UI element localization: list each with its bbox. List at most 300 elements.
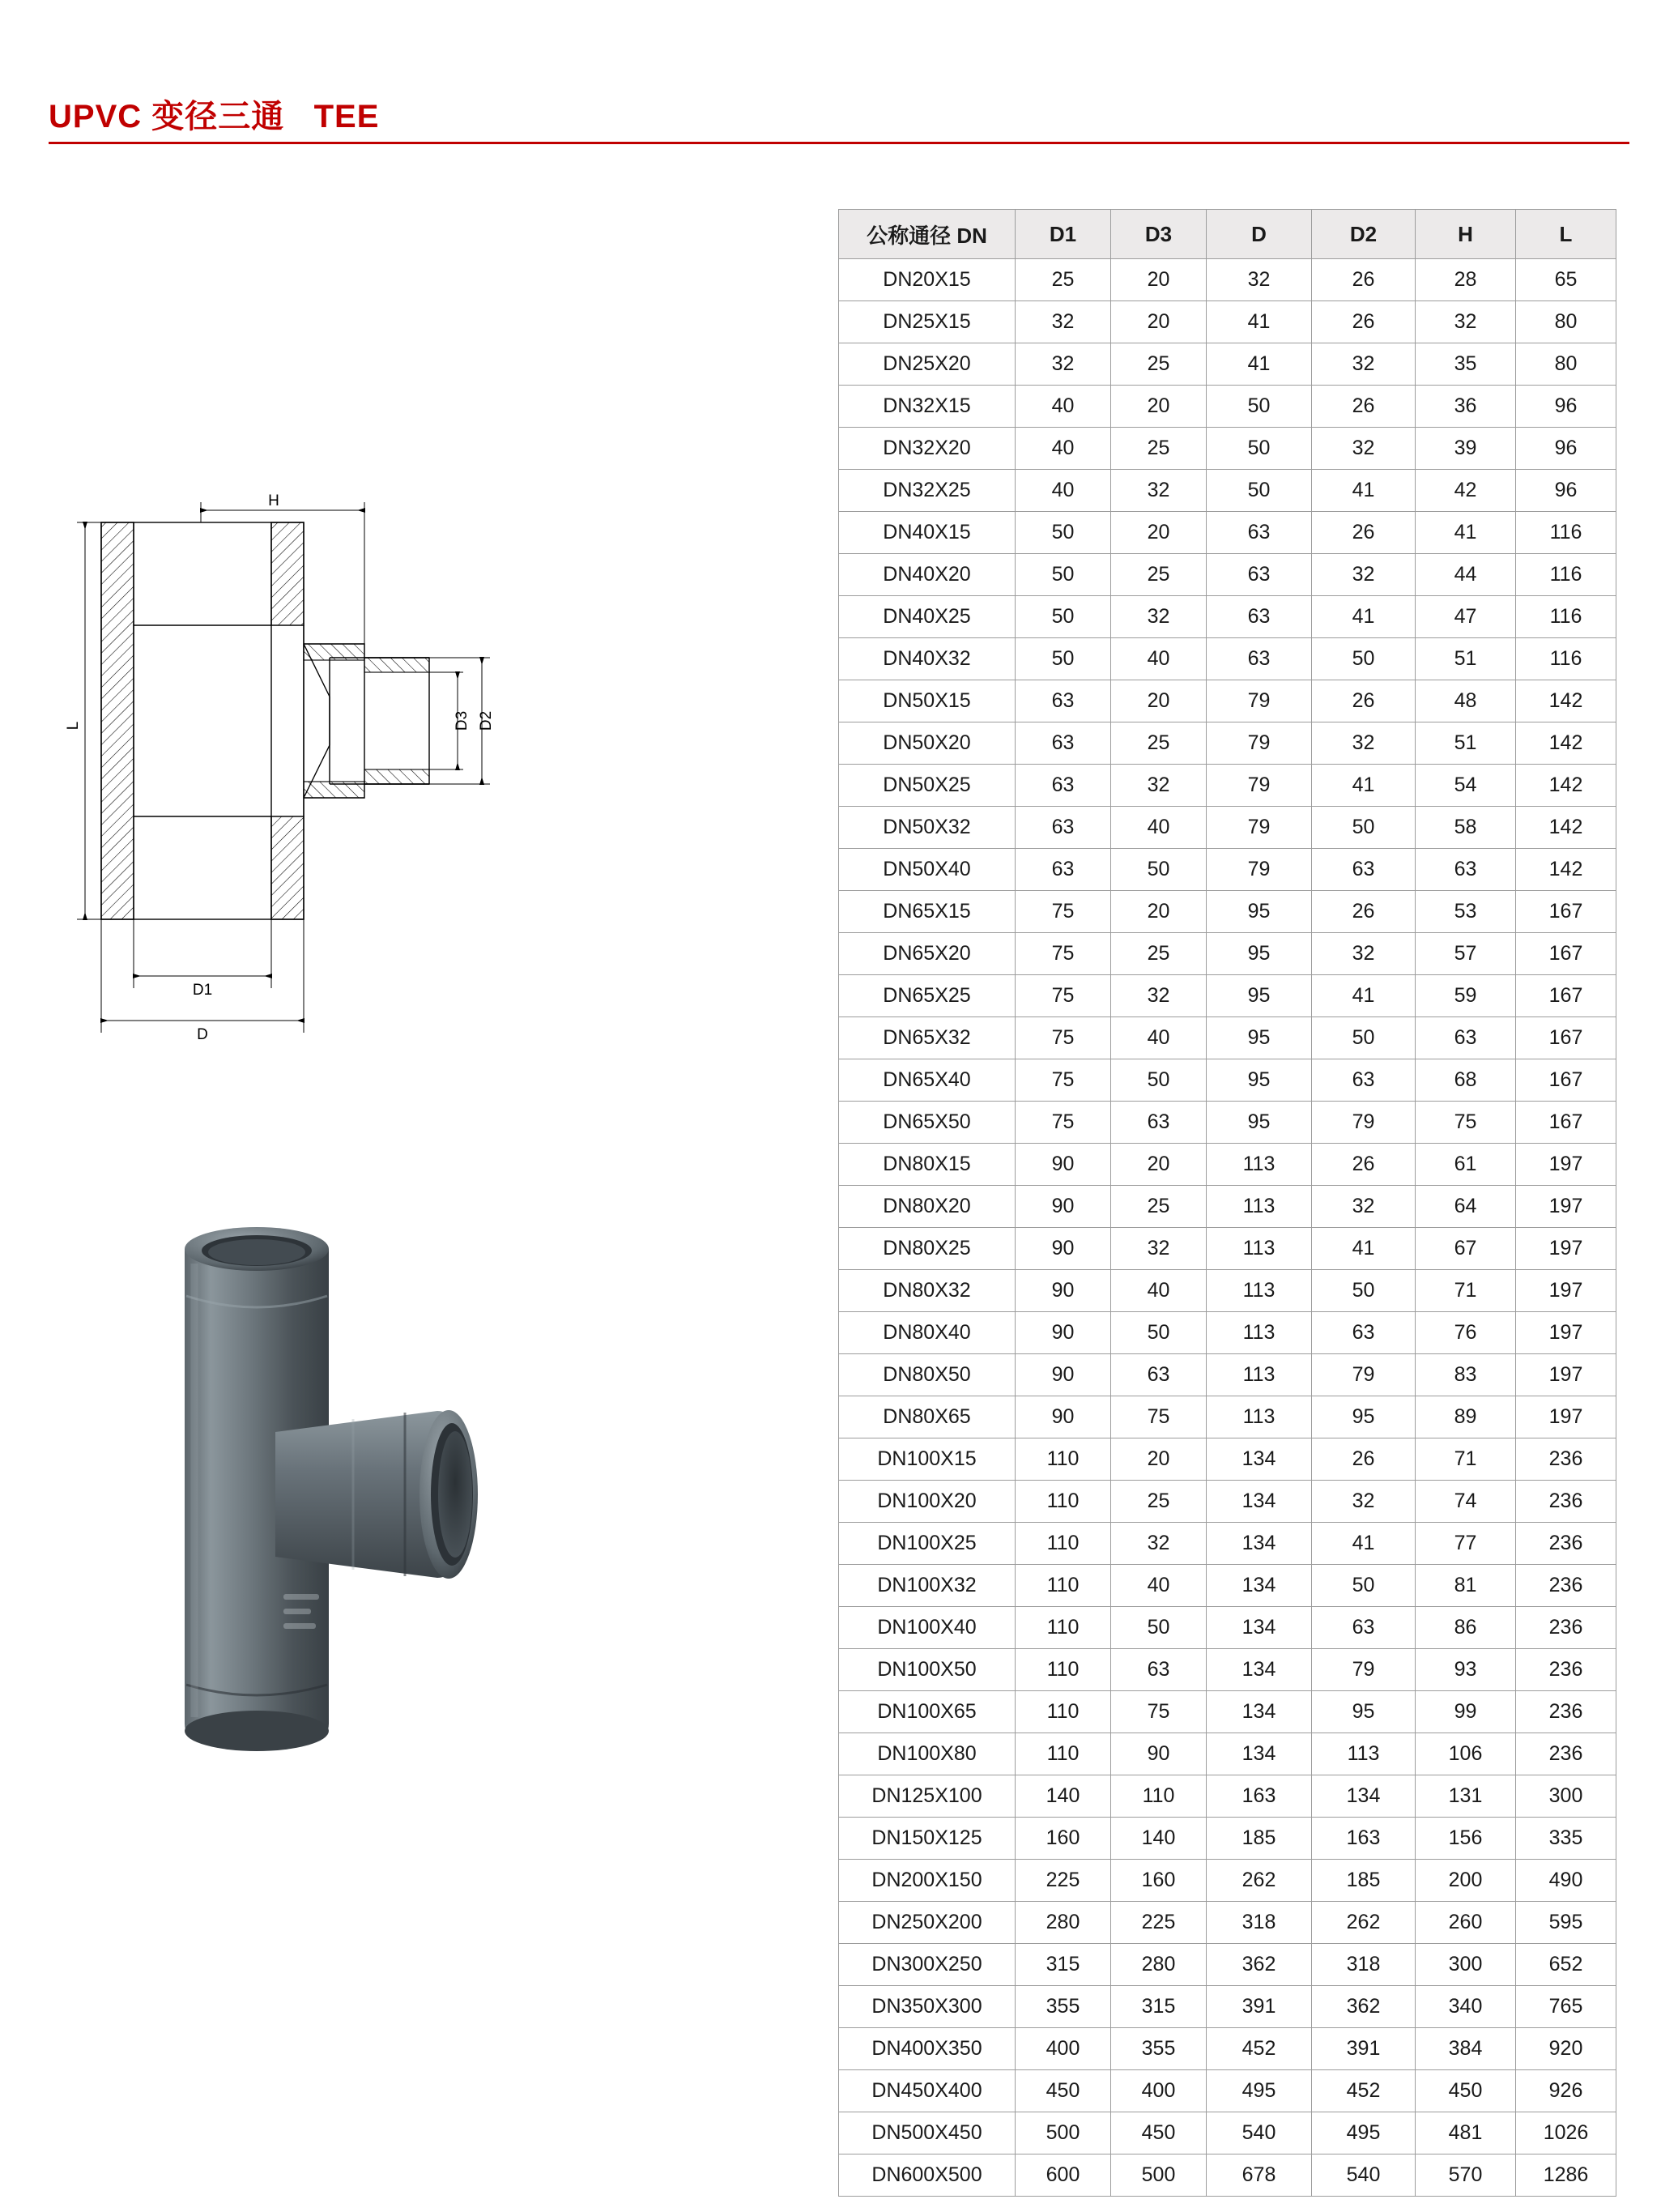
cell-value: 74 xyxy=(1416,1481,1516,1523)
cell-value: 185 xyxy=(1312,1860,1416,1902)
cell-dn: DN25X15 xyxy=(839,301,1016,343)
cell-value: 48 xyxy=(1416,680,1516,722)
table-row xyxy=(839,1523,1616,1565)
cell-dn: DN65X15 xyxy=(839,891,1016,933)
cell-value: 116 xyxy=(1516,596,1616,638)
cell-value: 113 xyxy=(1207,1354,1312,1396)
cell-value: 50 xyxy=(1016,638,1111,680)
cell-value: 79 xyxy=(1207,765,1312,807)
cell-value: 113 xyxy=(1207,1144,1312,1186)
cell-value: 26 xyxy=(1312,1438,1416,1481)
cell-value: 197 xyxy=(1516,1354,1616,1396)
cell-dn: DN50X32 xyxy=(839,807,1016,849)
cell-value: 26 xyxy=(1312,259,1416,301)
cell-value: 185 xyxy=(1207,1818,1312,1860)
cell-value: 90 xyxy=(1016,1228,1111,1270)
cell-value: 167 xyxy=(1516,975,1616,1017)
cell-value: 142 xyxy=(1516,680,1616,722)
cell-value: 300 xyxy=(1516,1775,1616,1818)
cell-value: 41 xyxy=(1207,301,1312,343)
column-header-d1: D1 xyxy=(1016,210,1111,259)
cell-value: 225 xyxy=(1111,1902,1207,1944)
cell-value: 20 xyxy=(1111,512,1207,554)
cell-value: 75 xyxy=(1111,1691,1207,1733)
cell-value: 142 xyxy=(1516,807,1616,849)
cell-dn: DN100X20 xyxy=(839,1481,1016,1523)
cell-value: 96 xyxy=(1516,428,1616,470)
cell-value: 110 xyxy=(1016,1649,1111,1691)
table-row xyxy=(839,1565,1616,1607)
cell-value: 920 xyxy=(1516,2028,1616,2070)
cell-value: 90 xyxy=(1016,1396,1111,1438)
cell-value: 90 xyxy=(1016,1144,1111,1186)
cell-dn: DN25X20 xyxy=(839,343,1016,386)
cell-value: 79 xyxy=(1312,1354,1416,1396)
cell-dn: DN125X100 xyxy=(839,1775,1016,1818)
cell-value: 90 xyxy=(1016,1186,1111,1228)
cell-value: 134 xyxy=(1207,1481,1312,1523)
table-row xyxy=(839,554,1616,596)
cell-value: 95 xyxy=(1207,975,1312,1017)
table-row xyxy=(839,301,1616,343)
cell-value: 79 xyxy=(1312,1649,1416,1691)
cell-dn: DN65X50 xyxy=(839,1102,1016,1144)
cell-dn: DN65X32 xyxy=(839,1017,1016,1059)
cell-value: 50 xyxy=(1312,1270,1416,1312)
cell-value: 400 xyxy=(1111,2070,1207,2112)
cell-value: 40 xyxy=(1016,386,1111,428)
cell-dn: DN150X125 xyxy=(839,1818,1016,1860)
cell-value: 63 xyxy=(1111,1649,1207,1691)
cell-value: 142 xyxy=(1516,765,1616,807)
column-header-dn: 公称通径 DN xyxy=(839,210,1016,259)
cell-value: 95 xyxy=(1312,1691,1416,1733)
cell-value: 113 xyxy=(1207,1270,1312,1312)
cell-value: 142 xyxy=(1516,849,1616,891)
cell-dn: DN80X15 xyxy=(839,1144,1016,1186)
cell-value: 540 xyxy=(1312,2154,1416,2197)
cell-value: 63 xyxy=(1207,554,1312,596)
cell-value: 77 xyxy=(1416,1523,1516,1565)
cell-value: 26 xyxy=(1312,680,1416,722)
cell-value: 71 xyxy=(1416,1270,1516,1312)
cell-dn: DN50X20 xyxy=(839,722,1016,765)
cell-value: 1286 xyxy=(1516,2154,1616,2197)
cell-value: 315 xyxy=(1111,1986,1207,2028)
cell-value: 197 xyxy=(1516,1186,1616,1228)
cell-value: 116 xyxy=(1516,512,1616,554)
cell-value: 25 xyxy=(1111,428,1207,470)
cell-value: 495 xyxy=(1312,2112,1416,2154)
table-row xyxy=(839,933,1616,975)
table-row xyxy=(839,975,1616,1017)
table-row xyxy=(839,1354,1616,1396)
cell-value: 58 xyxy=(1416,807,1516,849)
table-row xyxy=(839,1438,1616,1481)
cell-dn: DN100X15 xyxy=(839,1438,1016,1481)
cell-value: 197 xyxy=(1516,1312,1616,1354)
cell-value: 80 xyxy=(1516,301,1616,343)
cell-value: 318 xyxy=(1312,1944,1416,1986)
cell-value: 570 xyxy=(1416,2154,1516,2197)
cell-value: 452 xyxy=(1312,2070,1416,2112)
cell-value: 318 xyxy=(1207,1902,1312,1944)
table-row xyxy=(839,386,1616,428)
cell-value: 110 xyxy=(1016,1733,1111,1775)
cell-value: 41 xyxy=(1207,343,1312,386)
table-row xyxy=(839,1396,1616,1438)
cell-dn: DN40X32 xyxy=(839,638,1016,680)
technical-drawing xyxy=(49,454,777,1085)
table-row xyxy=(839,765,1616,807)
cell-value: 131 xyxy=(1416,1775,1516,1818)
dim-label-l: L xyxy=(65,721,82,731)
cell-value: 75 xyxy=(1016,933,1111,975)
cell-value: 197 xyxy=(1516,1228,1616,1270)
table-row xyxy=(839,1186,1616,1228)
cell-value: 75 xyxy=(1016,1059,1111,1102)
cell-value: 32 xyxy=(1312,1481,1416,1523)
cell-value: 163 xyxy=(1207,1775,1312,1818)
cell-value: 50 xyxy=(1312,807,1416,849)
cell-value: 89 xyxy=(1416,1396,1516,1438)
cell-value: 90 xyxy=(1016,1312,1111,1354)
cell-value: 50 xyxy=(1207,470,1312,512)
cell-value: 44 xyxy=(1416,554,1516,596)
left-column xyxy=(49,454,802,1085)
cell-value: 41 xyxy=(1312,596,1416,638)
cell-value: 540 xyxy=(1207,2112,1312,2154)
cell-value: 53 xyxy=(1416,891,1516,933)
cell-value: 41 xyxy=(1312,1523,1416,1565)
cell-value: 400 xyxy=(1016,2028,1111,2070)
cell-value: 280 xyxy=(1016,1902,1111,1944)
cell-value: 40 xyxy=(1016,428,1111,470)
cell-value: 35 xyxy=(1416,343,1516,386)
table-row xyxy=(839,891,1616,933)
cell-value: 355 xyxy=(1111,2028,1207,2070)
cell-value: 236 xyxy=(1516,1565,1616,1607)
cell-dn: DN32X15 xyxy=(839,386,1016,428)
cell-value: 362 xyxy=(1207,1944,1312,1986)
cell-value: 41 xyxy=(1416,512,1516,554)
table-row xyxy=(839,343,1616,386)
cell-value: 25 xyxy=(1016,259,1111,301)
cell-value: 65 xyxy=(1516,259,1616,301)
cell-value: 63 xyxy=(1312,849,1416,891)
cell-value: 25 xyxy=(1111,722,1207,765)
cell-dn: DN32X20 xyxy=(839,428,1016,470)
cell-value: 90 xyxy=(1111,1733,1207,1775)
cell-value: 41 xyxy=(1312,765,1416,807)
cell-value: 50 xyxy=(1016,554,1111,596)
spec-table-container xyxy=(838,209,1616,2197)
table-row xyxy=(839,1649,1616,1691)
cell-value: 79 xyxy=(1207,849,1312,891)
table-row xyxy=(839,1775,1616,1818)
cell-value: 391 xyxy=(1207,1986,1312,2028)
cell-dn: DN80X32 xyxy=(839,1270,1016,1312)
cell-value: 26 xyxy=(1312,512,1416,554)
column-header-d: D xyxy=(1207,210,1312,259)
table-row xyxy=(839,512,1616,554)
cell-value: 335 xyxy=(1516,1818,1616,1860)
cell-value: 25 xyxy=(1111,933,1207,975)
cell-value: 41 xyxy=(1312,1228,1416,1270)
cell-value: 63 xyxy=(1111,1354,1207,1396)
cell-value: 200 xyxy=(1416,1860,1516,1902)
dim-label-d3: D3 xyxy=(454,710,471,731)
cell-value: 47 xyxy=(1416,596,1516,638)
cell-value: 63 xyxy=(1207,638,1312,680)
cell-value: 765 xyxy=(1516,1986,1616,2028)
cell-value: 41 xyxy=(1312,470,1416,512)
cell-value: 63 xyxy=(1312,1607,1416,1649)
cell-value: 63 xyxy=(1207,512,1312,554)
cell-value: 40 xyxy=(1111,1565,1207,1607)
cell-value: 167 xyxy=(1516,1017,1616,1059)
cell-value: 57 xyxy=(1416,933,1516,975)
cell-value: 450 xyxy=(1416,2070,1516,2112)
cell-value: 1026 xyxy=(1516,2112,1616,2154)
column-header-h: H xyxy=(1416,210,1516,259)
cell-value: 71 xyxy=(1416,1438,1516,1481)
cell-value: 236 xyxy=(1516,1438,1616,1481)
cell-value: 678 xyxy=(1207,2154,1312,2197)
cell-value: 32 xyxy=(1111,470,1207,512)
cell-value: 63 xyxy=(1016,722,1111,765)
cell-value: 25 xyxy=(1111,1186,1207,1228)
cell-value: 110 xyxy=(1016,1607,1111,1649)
cell-dn: DN100X32 xyxy=(839,1565,1016,1607)
cell-dn: DN450X400 xyxy=(839,2070,1016,2112)
dim-label-d2: D2 xyxy=(478,710,495,731)
cell-dn: DN100X25 xyxy=(839,1523,1016,1565)
table-row xyxy=(839,1270,1616,1312)
cell-value: 95 xyxy=(1207,1017,1312,1059)
cell-value: 160 xyxy=(1111,1860,1207,1902)
cell-value: 99 xyxy=(1416,1691,1516,1733)
cell-dn: DN40X25 xyxy=(839,596,1016,638)
cell-value: 134 xyxy=(1207,1607,1312,1649)
table-row xyxy=(839,680,1616,722)
cell-dn: DN200X150 xyxy=(839,1860,1016,1902)
cell-dn: DN100X40 xyxy=(839,1607,1016,1649)
cell-value: 160 xyxy=(1016,1818,1111,1860)
cell-value: 110 xyxy=(1016,1523,1111,1565)
cell-dn: DN80X50 xyxy=(839,1354,1016,1396)
cell-value: 355 xyxy=(1016,1986,1111,2028)
table-row xyxy=(839,2112,1616,2154)
cell-dn: DN100X65 xyxy=(839,1691,1016,1733)
cell-value: 63 xyxy=(1111,1102,1207,1144)
cell-value: 32 xyxy=(1312,933,1416,975)
cell-value: 26 xyxy=(1312,386,1416,428)
cell-value: 51 xyxy=(1416,638,1516,680)
cell-value: 495 xyxy=(1207,2070,1312,2112)
cell-value: 340 xyxy=(1416,1986,1516,2028)
cell-value: 110 xyxy=(1016,1481,1111,1523)
cell-value: 106 xyxy=(1416,1733,1516,1775)
cell-dn: DN50X25 xyxy=(839,765,1016,807)
cell-value: 39 xyxy=(1416,428,1516,470)
cell-value: 167 xyxy=(1516,1102,1616,1144)
cell-value: 110 xyxy=(1016,1691,1111,1733)
column-header-l: L xyxy=(1516,210,1616,259)
cell-value: 236 xyxy=(1516,1523,1616,1565)
cell-value: 134 xyxy=(1207,1733,1312,1775)
cell-value: 93 xyxy=(1416,1649,1516,1691)
cell-value: 197 xyxy=(1516,1144,1616,1186)
cell-dn: DN500X450 xyxy=(839,2112,1016,2154)
cell-value: 32 xyxy=(1016,343,1111,386)
dim-label-d1: D1 xyxy=(192,982,213,999)
cell-value: 134 xyxy=(1207,1649,1312,1691)
cell-value: 50 xyxy=(1111,1312,1207,1354)
cell-value: 236 xyxy=(1516,1607,1616,1649)
cell-value: 280 xyxy=(1111,1944,1207,1986)
cell-value: 113 xyxy=(1207,1396,1312,1438)
cell-value: 140 xyxy=(1111,1818,1207,1860)
table-row xyxy=(839,807,1616,849)
cell-value: 32 xyxy=(1111,975,1207,1017)
table-row xyxy=(839,1228,1616,1270)
cell-value: 595 xyxy=(1516,1902,1616,1944)
cell-value: 300 xyxy=(1416,1944,1516,1986)
table-header-row xyxy=(839,210,1616,259)
cell-value: 116 xyxy=(1516,554,1616,596)
table-row xyxy=(839,1312,1616,1354)
cell-dn: DN250X200 xyxy=(839,1902,1016,1944)
header-divider xyxy=(49,142,1629,144)
cell-value: 63 xyxy=(1207,596,1312,638)
cell-value: 25 xyxy=(1111,554,1207,596)
column-header-d3: D3 xyxy=(1111,210,1207,259)
cell-value: 20 xyxy=(1111,301,1207,343)
cell-dn: DN40X15 xyxy=(839,512,1016,554)
cell-value: 156 xyxy=(1416,1818,1516,1860)
cell-value: 95 xyxy=(1207,933,1312,975)
cell-value: 384 xyxy=(1416,2028,1516,2070)
cell-value: 28 xyxy=(1416,259,1516,301)
cell-value: 95 xyxy=(1207,891,1312,933)
cell-value: 81 xyxy=(1416,1565,1516,1607)
cell-value: 50 xyxy=(1312,1565,1416,1607)
cell-value: 225 xyxy=(1016,1860,1111,1902)
cell-value: 20 xyxy=(1111,680,1207,722)
cell-value: 75 xyxy=(1111,1396,1207,1438)
cell-dn: DN80X20 xyxy=(839,1186,1016,1228)
cell-dn: DN80X40 xyxy=(839,1312,1016,1354)
cell-value: 40 xyxy=(1016,470,1111,512)
table-row xyxy=(839,1102,1616,1144)
cell-value: 260 xyxy=(1416,1902,1516,1944)
cell-value: 50 xyxy=(1312,1017,1416,1059)
cell-value: 167 xyxy=(1516,1059,1616,1102)
cell-value: 32 xyxy=(1111,1228,1207,1270)
table-row xyxy=(839,849,1616,891)
cell-dn: DN20X15 xyxy=(839,259,1016,301)
table-row xyxy=(839,428,1616,470)
cell-value: 167 xyxy=(1516,933,1616,975)
table-body xyxy=(839,259,1616,2197)
cell-value: 450 xyxy=(1111,2112,1207,2154)
cell-dn: DN80X65 xyxy=(839,1396,1016,1438)
cell-value: 262 xyxy=(1207,1860,1312,1902)
cell-value: 90 xyxy=(1016,1270,1111,1312)
table-row xyxy=(839,1818,1616,1860)
cell-value: 63 xyxy=(1016,765,1111,807)
cell-value: 113 xyxy=(1312,1733,1416,1775)
cell-value: 116 xyxy=(1516,638,1616,680)
table-row xyxy=(839,1733,1616,1775)
cell-value: 41 xyxy=(1312,975,1416,1017)
cell-value: 32 xyxy=(1111,596,1207,638)
cell-value: 391 xyxy=(1312,2028,1416,2070)
cell-value: 32 xyxy=(1312,722,1416,765)
table-row xyxy=(839,1017,1616,1059)
cell-value: 197 xyxy=(1516,1396,1616,1438)
cell-value: 197 xyxy=(1516,1270,1616,1312)
cell-value: 110 xyxy=(1111,1775,1207,1818)
dim-label-h: H xyxy=(268,492,279,509)
cell-value: 134 xyxy=(1207,1438,1312,1481)
cell-value: 142 xyxy=(1516,722,1616,765)
cell-value: 63 xyxy=(1312,1312,1416,1354)
cell-value: 926 xyxy=(1516,2070,1616,2112)
cell-value: 79 xyxy=(1207,680,1312,722)
cell-value: 36 xyxy=(1416,386,1516,428)
cell-value: 236 xyxy=(1516,1481,1616,1523)
cell-value: 63 xyxy=(1416,849,1516,891)
cell-value: 63 xyxy=(1016,807,1111,849)
cell-value: 40 xyxy=(1111,638,1207,680)
cell-dn: DN400X350 xyxy=(839,2028,1016,2070)
cell-value: 90 xyxy=(1016,1354,1111,1396)
cell-value: 32 xyxy=(1312,343,1416,386)
cell-dn: DN600X500 xyxy=(839,2154,1016,2197)
table-row xyxy=(839,1860,1616,1902)
cell-value: 96 xyxy=(1516,470,1616,512)
cell-value: 54 xyxy=(1416,765,1516,807)
cell-value: 86 xyxy=(1416,1607,1516,1649)
cell-value: 481 xyxy=(1416,2112,1516,2154)
cell-value: 79 xyxy=(1207,807,1312,849)
cell-value: 134 xyxy=(1207,1691,1312,1733)
cell-value: 79 xyxy=(1207,722,1312,765)
cell-dn: DN50X15 xyxy=(839,680,1016,722)
cell-value: 26 xyxy=(1312,301,1416,343)
cell-value: 20 xyxy=(1111,259,1207,301)
cell-value: 110 xyxy=(1016,1438,1111,1481)
cell-value: 134 xyxy=(1207,1523,1312,1565)
cell-value: 51 xyxy=(1416,722,1516,765)
table-row xyxy=(839,1607,1616,1649)
cell-value: 32 xyxy=(1312,554,1416,596)
cell-value: 75 xyxy=(1016,975,1111,1017)
cell-dn: DN65X25 xyxy=(839,975,1016,1017)
product-photo xyxy=(162,1199,713,1782)
cell-value: 450 xyxy=(1016,2070,1111,2112)
cell-value: 63 xyxy=(1016,680,1111,722)
cell-value: 50 xyxy=(1016,596,1111,638)
cell-value: 40 xyxy=(1111,807,1207,849)
table-row xyxy=(839,1944,1616,1986)
cell-value: 95 xyxy=(1207,1102,1312,1144)
cell-dn: DN100X50 xyxy=(839,1649,1016,1691)
table-row xyxy=(839,1691,1616,1733)
cell-value: 236 xyxy=(1516,1733,1616,1775)
